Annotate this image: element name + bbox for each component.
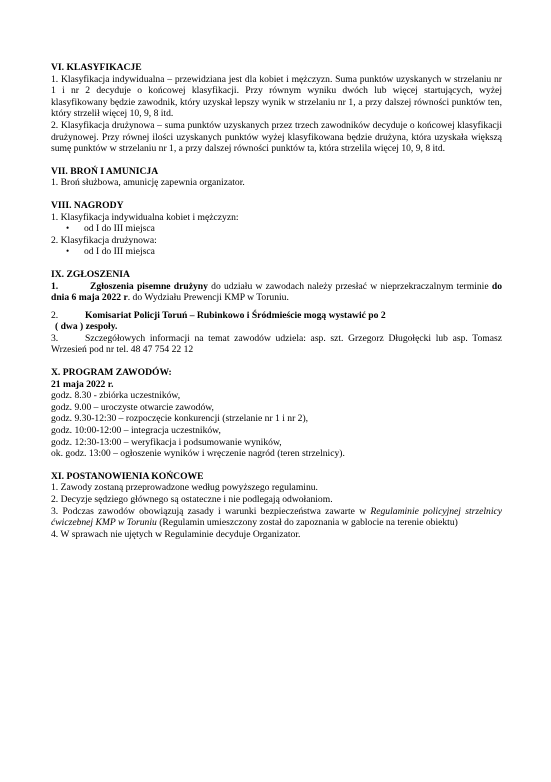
final-provision-4: 4. W sprawach nie ujętych w Regulaminie decyduje Organizator. (51, 528, 301, 540)
registration-text-end: . do Wydziału Prewencji KMP w Toruniu. (127, 292, 289, 304)
paragraph-teams-cont (51, 321, 502, 333)
contact-text: Szczegółowych informacji na temat zawodów udziela: asp. szt. Grzegorz Długołęcki lub asp. Tomasz Wrzesień pod nr tel. 48 47 754 22 12 (51, 332, 502, 356)
program-item: ok. godz. 13:00 – ogłoszenie wyników i wręczenie nagród (teren strzelnicy). (51, 448, 345, 460)
paragraph-teams (51, 310, 502, 322)
paragraph-team-classification: 2. Klasyfikacja drużynowa – suma punktów uzyskanych przez trzech zawodników decyduje o końcowej klasyfikacji drużynowej. Przy równej ilości uzyskanych punktów wyżej klasyfikowana będzie drużyna, która uzyskała większą sumę punktów w strzelaniu nr 1, a przy dalszej równości punktów ta, która strzelila więcej 10, 9, 8 itd. (51, 119, 502, 155)
bullet-icon: • (66, 223, 70, 234)
provision-3-text-end: (Regulamin umieszczony został do zapoznania w gablocie na terenie obiektu) (156, 517, 458, 529)
program-item: godz. 12:30-13:00 – weryfikacja i podsumowanie wyników, (51, 436, 282, 448)
paragraph-weapons: 1. Broń służbowa, amunicję zapewnia organizator. (51, 177, 245, 189)
section-title-program: X. PROGRAM ZAWODÓW: (51, 367, 172, 379)
paragraph-registration (51, 281, 502, 304)
final-provision-2: 2. Decyzje sędziego głównego są ostateczne i nie podlegają odwołaniom. (51, 494, 333, 505)
program-item: godz. 10:00-12:00 – integracja uczestników, (51, 425, 221, 437)
awards-individual-places: od I do III miejsca (84, 223, 155, 235)
section-title-klasyfikacje: VI. KLASYFIKACJE (51, 62, 142, 73)
section-title-zgloszenia: IX. ZGŁOSZENIA (51, 268, 130, 280)
registration-bold: Zgłoszenia pisemne drużyny (90, 280, 208, 292)
provision-3-italic: Regulaminie policyjnej strzelnicy ćwiczebnej KMP w Toruniu (51, 505, 502, 529)
list-item (51, 223, 502, 235)
awards-team-label: 2. Klasyfikacja drużynowa: (51, 234, 157, 246)
item-number: 2. (51, 309, 59, 321)
program-item: godz. 8.30 - zbiórka uczestników, (51, 390, 181, 402)
program-item: godz. 9.00 – uroczyste otwarcie zawodów, (51, 401, 214, 413)
bullet-icon: • (66, 246, 70, 257)
section-title-nagrody: VIII. NAGRODY (51, 199, 124, 211)
registration-deadline: do dnia 6 maja 2022 r (51, 280, 502, 304)
paragraph-contact (51, 333, 502, 356)
item-number: 3. (51, 332, 59, 344)
final-provision-3 (51, 506, 502, 529)
final-provision-1: 1. Zawody zostaną przeprowadzone według powyższego regulaminu. (51, 482, 318, 494)
provision-3-text: 3. Podczas zawodów obowiązują zasady i warunki bezpieczeństwa zawarte w (51, 505, 371, 517)
item-number: 1. (51, 280, 59, 292)
paragraph-individual-classification: 1. Klasyfikacja indywidualna – przewidziana jest dla kobiet i mężczyzn. Suma punktów uzyskanych w strzelaniu nr 1 i nr 2 decyduje o końcowej klasyfikacji. Przy równym wyniku dwóch lub więcej startujących, wyżej klasyfikowany będzie zawodnik, który uzyskał lepszy wynik w strzelaniu nr 1, a przy dalszej równości punktów ten, który strzelił więcej 10, 9, 8 itd. (51, 73, 502, 120)
program-item: godz. 9.30-12:30 – rozpoczęcie konkurencji (strzelanie nr 1 i nr 2), (51, 413, 309, 425)
program-date: 21 maja 2022 r. (51, 378, 114, 390)
registration-text: do udziału w zawodach należy przesłać w nieprzekraczalnym terminie (207, 280, 492, 292)
section-title-bron: VII. BROŃ I AMUNICJA (51, 165, 159, 177)
document-page (51, 62, 502, 540)
awards-individual-label: 1. Klasyfikacja indywidualna kobiet i mężczyzn: (51, 211, 239, 223)
awards-team-places: od I do III miejsca (84, 246, 155, 258)
teams-bold: Komisariat Policji Toruń – Rubinkowo i Śródmieście mogą wystawić po 2 (85, 309, 386, 321)
list-item (51, 246, 502, 258)
teams-bold-count: ( dwa ) zespoły. (55, 321, 118, 333)
section-title-postanowienia: XI. POSTANOWIENIA KOŃCOWE (51, 470, 204, 482)
